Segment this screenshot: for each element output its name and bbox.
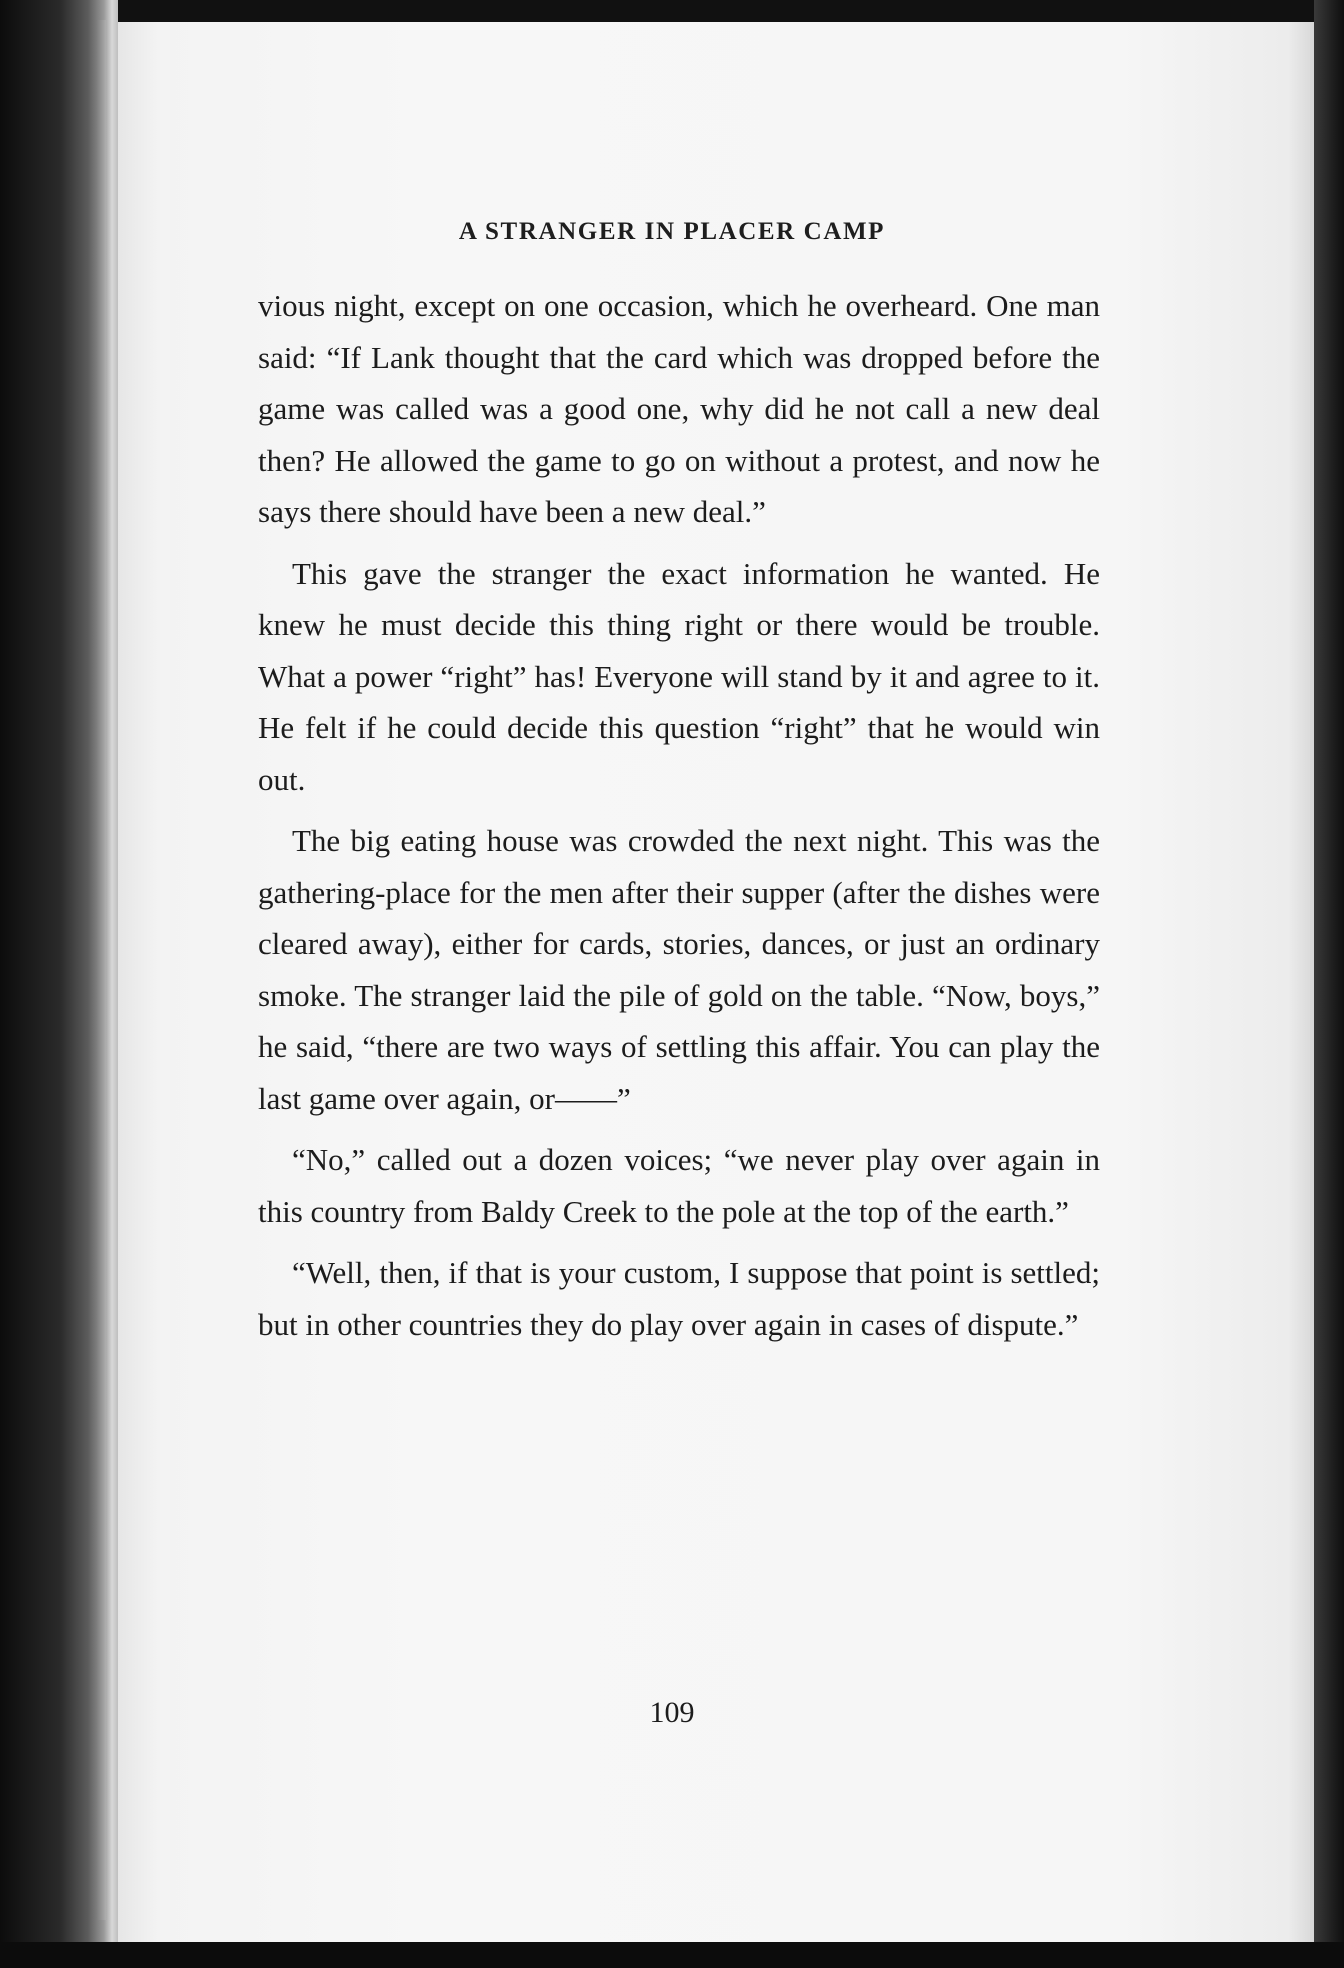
paragraph-5: “Well, then, if that is your custom, I suppose that point is settled; but in other countries they do play over again in cases of dispute.”	[258, 1255, 1100, 1342]
paragraph-3: The big eating house was crowded the next night. This was the gathering-place for the men after their supper (after the dishes were cleared away), either for cards, stories, dances, or just an ordinary smoke. The stranger laid the pile of gold on the table. “Now, boys,” he said, “there are two ways of settling this affair. You can play the last game over again, or——”	[258, 823, 1100, 1116]
binding-gutter	[96, 20, 106, 1920]
paragraph-1: vious night, except on one occasion, which he overheard. One man said: “If Lank thought that the card which was dropped before the game was called was a good one, why did he not call a new deal then? He allowed the game to go on without a protest, and now he says there should have been a new deal.”	[258, 288, 1100, 529]
running-head: A STRANGER IN PLACER CAMP	[458, 218, 886, 245]
body-text	[258, 280, 1100, 1350]
paragraph-2: This gave the stranger the exact information he wanted. He knew he must decide this thing right or there would be trouble. What a power “right” has! Everyone will stand by it and agree to it. He felt if he could decide this question “right” that he would win out.	[258, 555, 1100, 797]
paragraph-4: “No,” called out a dozen voices; “we never play over again in this country from Baldy Creek to the pole at the top of the earth.”	[258, 1142, 1100, 1229]
bottom-scan-border	[0, 1942, 1344, 1968]
page-number: 109	[649, 1696, 695, 1729]
right-scan-border	[1314, 0, 1344, 1968]
